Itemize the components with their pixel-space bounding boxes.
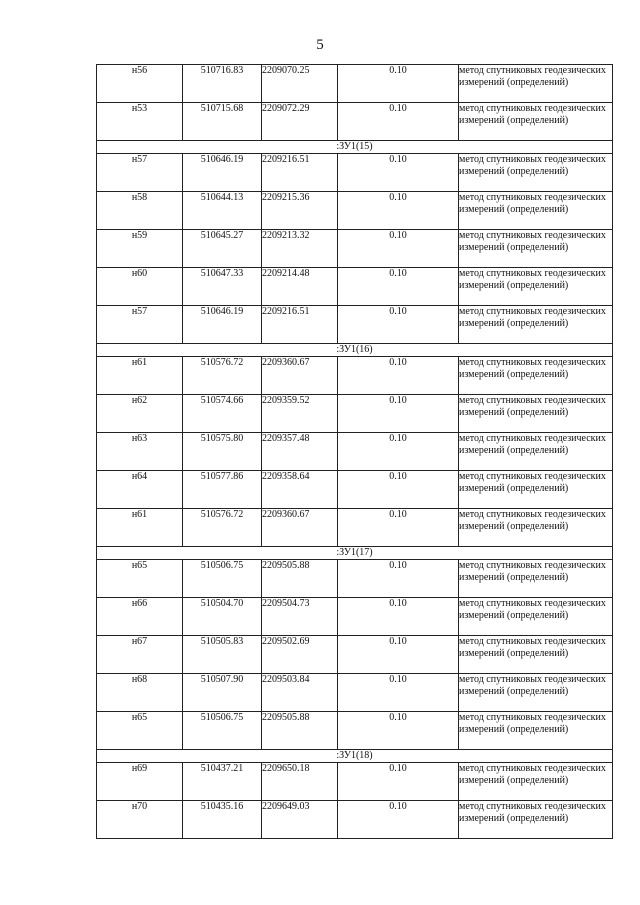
accuracy-cell: 0.10 [338,192,459,230]
y-coordinate-cell: 2209357.48 [262,433,338,471]
accuracy-cell: 0.10 [338,636,459,674]
y-coordinate-cell: 2209216.51 [262,154,338,192]
x-coordinate-cell: 510507.90 [183,674,262,712]
accuracy-cell: 0.10 [338,560,459,598]
y-coordinate-cell: 2209505.88 [262,560,338,598]
table-row [97,230,613,268]
method-cell: метод спутниковых геодезических измерений (определений) [459,65,613,103]
section-header-row [97,547,613,560]
method-cell: метод спутниковых геодезических измерений (определений) [459,636,613,674]
x-coordinate-cell: 510646.19 [183,154,262,192]
point-name-cell: н53 [97,103,183,141]
x-coordinate-cell: 510646.19 [183,306,262,344]
accuracy-cell: 0.10 [338,598,459,636]
point-name-cell: н61 [97,509,183,547]
method-cell: метод спутниковых геодезических измерений (определений) [459,306,613,344]
method-cell: метод спутниковых геодезических измерений (определений) [459,509,613,547]
table-row [97,712,613,750]
point-name-cell: н67 [97,636,183,674]
point-name-cell: н61 [97,357,183,395]
method-cell: метод спутниковых геодезических измерений (определений) [459,192,613,230]
point-name-cell: н66 [97,598,183,636]
point-name-cell: н69 [97,763,183,801]
section-label: :ЗУ1(15) [97,141,613,154]
point-name-cell: н57 [97,306,183,344]
x-coordinate-cell: 510435.16 [183,801,262,839]
table-row [97,560,613,598]
y-coordinate-cell: 2209503.84 [262,674,338,712]
point-name-cell: н64 [97,471,183,509]
point-name-cell: н63 [97,433,183,471]
method-cell: метод спутниковых геодезических измерений (определений) [459,598,613,636]
table-row [97,192,613,230]
y-coordinate-cell: 2209360.67 [262,357,338,395]
y-coordinate-cell: 2209504.73 [262,598,338,636]
y-coordinate-cell: 2209358.64 [262,471,338,509]
section-header-row [97,141,613,154]
y-coordinate-cell: 2209216.51 [262,306,338,344]
page-number: 5 [316,37,324,53]
method-cell: метод спутниковых геодезических измерений (определений) [459,154,613,192]
table-row [97,268,613,306]
table-row [97,357,613,395]
x-coordinate-cell: 510577.86 [183,471,262,509]
x-coordinate-cell: 510506.75 [183,712,262,750]
method-cell: метод спутниковых геодезических измерений (определений) [459,268,613,306]
coordinates-table [96,64,613,839]
y-coordinate-cell: 2209072.29 [262,103,338,141]
method-cell: метод спутниковых геодезических измерений (определений) [459,433,613,471]
y-coordinate-cell: 2209214.48 [262,268,338,306]
x-coordinate-cell: 510647.33 [183,268,262,306]
x-coordinate-cell: 510716.83 [183,65,262,103]
accuracy-cell: 0.10 [338,712,459,750]
table-row [97,433,613,471]
x-coordinate-cell: 510575.80 [183,433,262,471]
y-coordinate-cell: 2209215.36 [262,192,338,230]
accuracy-cell: 0.10 [338,509,459,547]
section-label: :ЗУ1(17) [97,547,613,560]
y-coordinate-cell: 2209649.03 [262,801,338,839]
point-name-cell: н70 [97,801,183,839]
method-cell: метод спутниковых геодезических измерений (определений) [459,801,613,839]
table-row [97,395,613,433]
table-row [97,306,613,344]
section-label: :ЗУ1(16) [97,344,613,357]
accuracy-cell: 0.10 [338,395,459,433]
y-coordinate-cell: 2209650.18 [262,763,338,801]
x-coordinate-cell: 510576.72 [183,357,262,395]
x-coordinate-cell: 510504.70 [183,598,262,636]
table-row [97,65,613,103]
point-name-cell: н62 [97,395,183,433]
point-name-cell: н60 [97,268,183,306]
section-header-row [97,344,613,357]
accuracy-cell: 0.10 [338,801,459,839]
point-name-cell: н58 [97,192,183,230]
method-cell: метод спутниковых геодезических измерений (определений) [459,674,613,712]
accuracy-cell: 0.10 [338,763,459,801]
coordinates-table-body [97,65,613,839]
accuracy-cell: 0.10 [338,230,459,268]
x-coordinate-cell: 510505.83 [183,636,262,674]
table-row [97,509,613,547]
y-coordinate-cell: 2209070.25 [262,65,338,103]
y-coordinate-cell: 2209213.32 [262,230,338,268]
point-name-cell: н65 [97,712,183,750]
table-row [97,763,613,801]
point-name-cell: н56 [97,65,183,103]
section-label: :ЗУ1(18) [97,750,613,763]
point-name-cell: н68 [97,674,183,712]
table-row [97,154,613,192]
accuracy-cell: 0.10 [338,357,459,395]
accuracy-cell: 0.10 [338,306,459,344]
method-cell: метод спутниковых геодезических измерений (определений) [459,230,613,268]
table-row [97,674,613,712]
method-cell: метод спутниковых геодезических измерений (определений) [459,560,613,598]
method-cell: метод спутниковых геодезических измерений (определений) [459,763,613,801]
x-coordinate-cell: 510437.21 [183,763,262,801]
point-name-cell: н65 [97,560,183,598]
point-name-cell: н59 [97,230,183,268]
x-coordinate-cell: 510576.72 [183,509,262,547]
x-coordinate-cell: 510645.27 [183,230,262,268]
accuracy-cell: 0.10 [338,103,459,141]
method-cell: метод спутниковых геодезических измерений (определений) [459,471,613,509]
method-cell: метод спутниковых геодезических измерений (определений) [459,357,613,395]
section-header-row [97,750,613,763]
table-row [97,636,613,674]
accuracy-cell: 0.10 [338,674,459,712]
accuracy-cell: 0.10 [338,65,459,103]
y-coordinate-cell: 2209502.69 [262,636,338,674]
method-cell: метод спутниковых геодезических измерений (определений) [459,103,613,141]
x-coordinate-cell: 510715.68 [183,103,262,141]
table-row [97,801,613,839]
method-cell: метод спутниковых геодезических измерений (определений) [459,712,613,750]
table-row [97,598,613,636]
method-cell: метод спутниковых геодезических измерений (определений) [459,395,613,433]
y-coordinate-cell: 2209360.67 [262,509,338,547]
accuracy-cell: 0.10 [338,268,459,306]
accuracy-cell: 0.10 [338,433,459,471]
y-coordinate-cell: 2209359.52 [262,395,338,433]
accuracy-cell: 0.10 [338,471,459,509]
x-coordinate-cell: 510574.66 [183,395,262,433]
x-coordinate-cell: 510644.13 [183,192,262,230]
point-name-cell: н57 [97,154,183,192]
x-coordinate-cell: 510506.75 [183,560,262,598]
table-row [97,471,613,509]
accuracy-cell: 0.10 [338,154,459,192]
table-row [97,103,613,141]
y-coordinate-cell: 2209505.88 [262,712,338,750]
